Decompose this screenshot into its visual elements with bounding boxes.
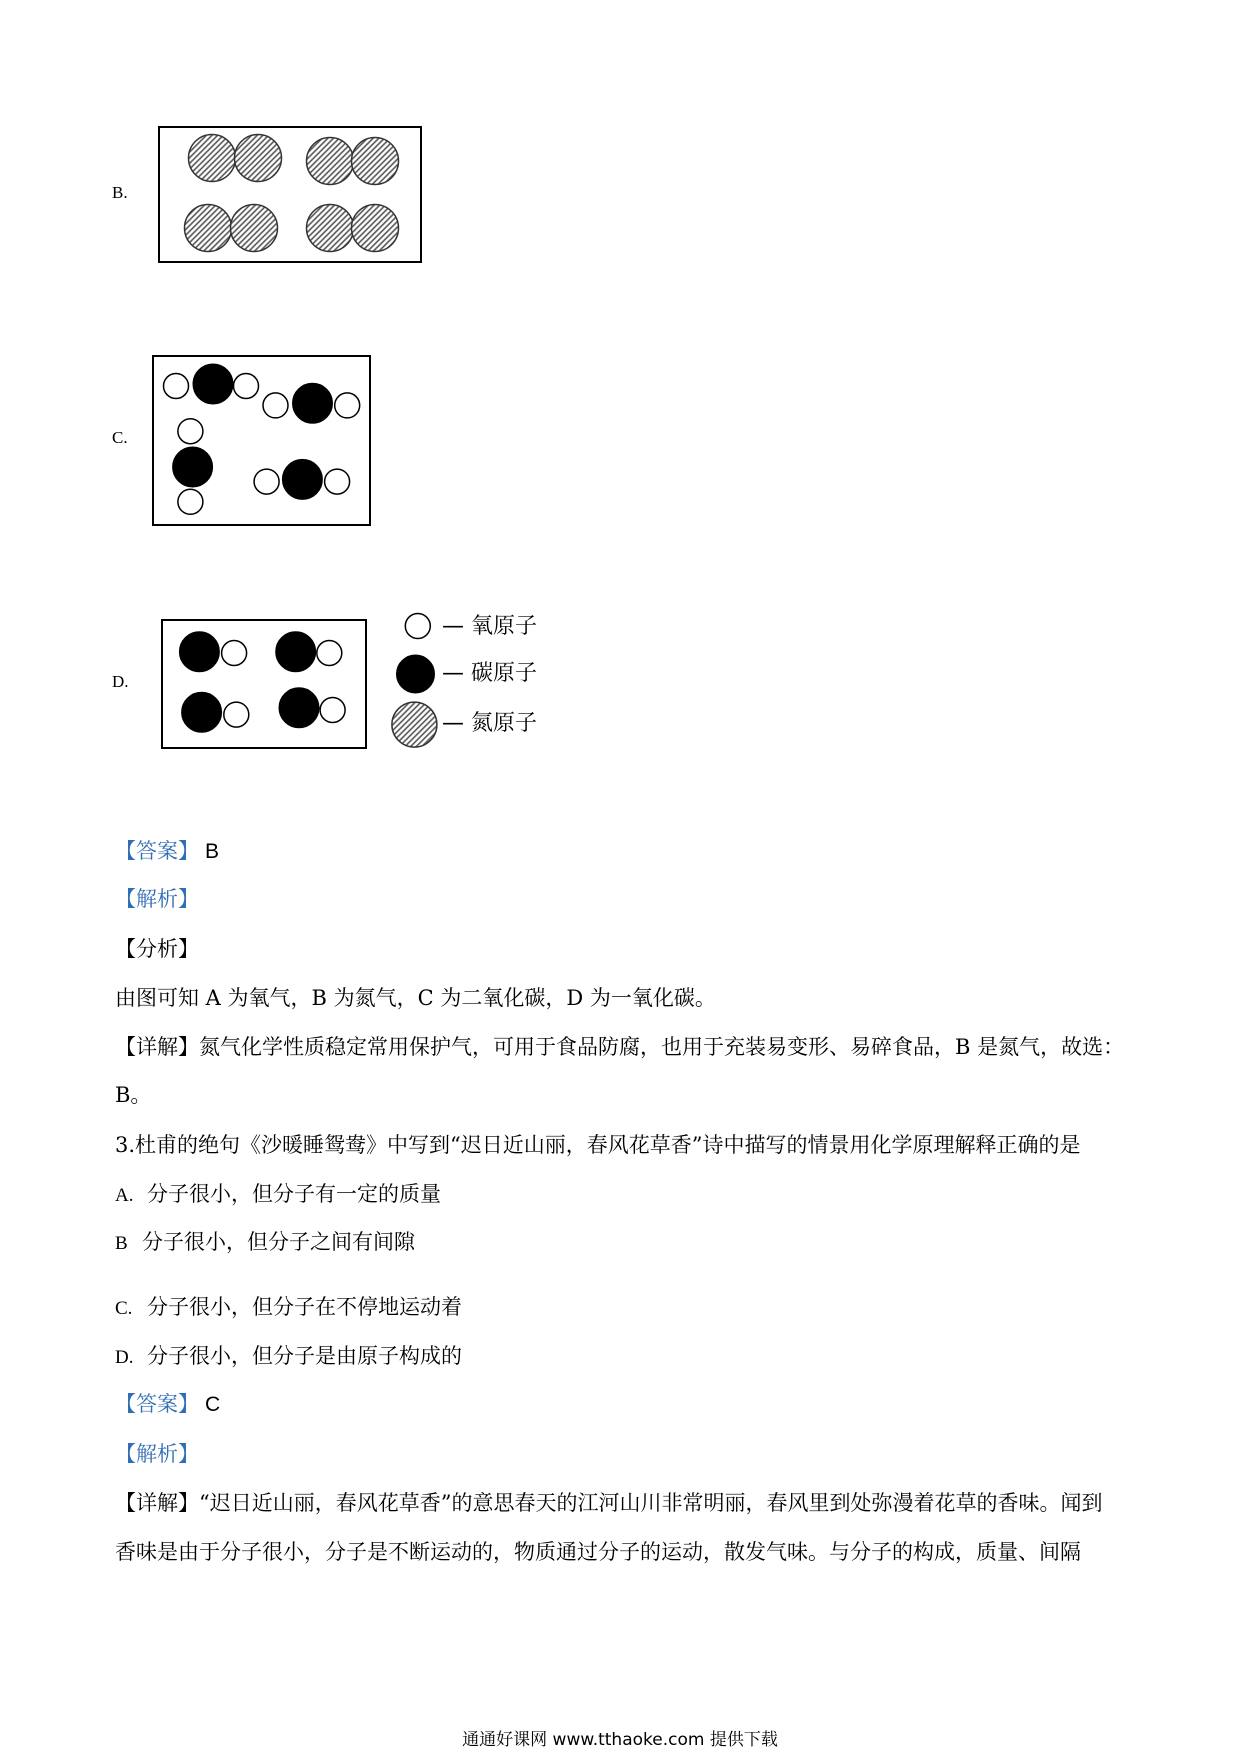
option-c-diagram: [149, 352, 374, 529]
answer-value: C: [205, 1393, 221, 1416]
oxygen-atom: [224, 702, 249, 727]
oxygen-atom: [222, 641, 247, 666]
option-d-diagram: [158, 616, 370, 752]
carbon-atom: [179, 632, 219, 672]
option-letter: C.: [115, 1298, 133, 1319]
oxygen-atom: [234, 374, 259, 399]
legend-nitrogen-label: — 氮原子: [442, 711, 537, 736]
q2-fenxi-text: 由图可知 A 为氧气，B 为氮气，C 为二氧化碳，D 为一氧化碳。: [115, 986, 716, 1010]
carbon-atom: [293, 383, 333, 423]
q3-option-a: [115, 1181, 441, 1209]
oxygen-atom: [178, 419, 203, 444]
legend-symbols: [388, 598, 448, 754]
nitrogen-atom: [235, 135, 282, 182]
nitrogen-atom: [231, 205, 278, 252]
q3-analysis-label: 【解析】: [115, 1442, 199, 1466]
q2-detail-line: B。: [115, 1083, 152, 1107]
nitrogen-atom: [307, 205, 354, 252]
answer-label: 【答案】: [115, 1392, 199, 1416]
nitrogen-atom: [307, 138, 354, 185]
option-text: 分子很小，但分子是由原子构成的: [147, 1344, 462, 1368]
option-text: 分子很小，但分子之间有间隙: [142, 1230, 415, 1254]
option-letter: A.: [115, 1185, 134, 1206]
q3-detail-line: 香味是由于分子很小，分子是不断运动的，物质通过分子的运动，散发气味。与分子的构成，质量、间隔: [115, 1540, 1081, 1564]
page-footer: 通通好课网 www.tthaoke.com 提供下载: [462, 1730, 778, 1750]
q3-option-c: [115, 1294, 462, 1322]
legend-oxygen-label: — 氧原子: [442, 614, 537, 639]
option-c-label: C.: [112, 428, 128, 447]
option-text: 分子很小，但分子在不停地运动着: [147, 1295, 462, 1319]
legend-carbon-icon: [397, 655, 435, 693]
q3-option-b: [115, 1229, 415, 1257]
option-letter: D.: [115, 1347, 134, 1368]
answer-value: B: [205, 840, 220, 863]
oxygen-atom: [325, 469, 350, 494]
carbon-atom: [282, 459, 322, 499]
legend-carbon-label: — 碳原子: [442, 661, 537, 686]
q3-stem: 3.杜甫的绝句《沙暖睡鸳鸯》中写到“迟日近山丽，春风花草香”诗中描写的情景用化学原理解释正确的是: [115, 1133, 1081, 1157]
oxygen-atom: [317, 641, 342, 666]
legend-oxygen-icon: [405, 614, 430, 639]
q3-option-d: [115, 1343, 462, 1371]
nitrogen-atom: [352, 138, 399, 185]
oxygen-atom: [263, 393, 288, 418]
nitrogen-atom: [185, 205, 232, 252]
answer-label: 【答案】: [115, 839, 199, 863]
legend-nitrogen-icon: [392, 702, 437, 747]
option-b-diagram: [155, 123, 427, 267]
carbon-atom: [279, 688, 319, 728]
carbon-atom: [182, 692, 222, 732]
nitrogen-atom: [189, 135, 236, 182]
carbon-atom: [173, 447, 213, 487]
q3-detail-line: 【详解】“迟日近山丽，春风花草香”的意思春天的江河山川非常明丽，春风里到处弥漫着花草的香味。闻到: [115, 1491, 1103, 1515]
carbon-atom: [193, 364, 233, 404]
oxygen-atom: [320, 698, 345, 723]
oxygen-atom: [178, 489, 203, 514]
oxygen-atom: [335, 393, 360, 418]
q3-answer: [115, 1391, 220, 1418]
q2-analysis-label: 【解析】: [115, 887, 199, 911]
option-letter: B: [115, 1233, 128, 1254]
oxygen-atom: [254, 469, 279, 494]
q2-answer: [115, 838, 219, 865]
q2-fenxi-label: 【分析】: [115, 937, 199, 961]
nitrogen-atom: [352, 205, 399, 252]
option-b-label: B.: [112, 183, 128, 202]
option-text: 分子很小，但分子有一定的质量: [147, 1182, 441, 1206]
oxygen-atom: [164, 374, 189, 399]
q2-detail-line: 【详解】氮气化学性质稳定常用保护气，可用于食品防腐，也用于充装易变形、易碎食品，B 是氮气，故选：: [115, 1035, 1125, 1059]
carbon-atom: [276, 632, 316, 672]
option-d-label: D.: [112, 672, 129, 691]
